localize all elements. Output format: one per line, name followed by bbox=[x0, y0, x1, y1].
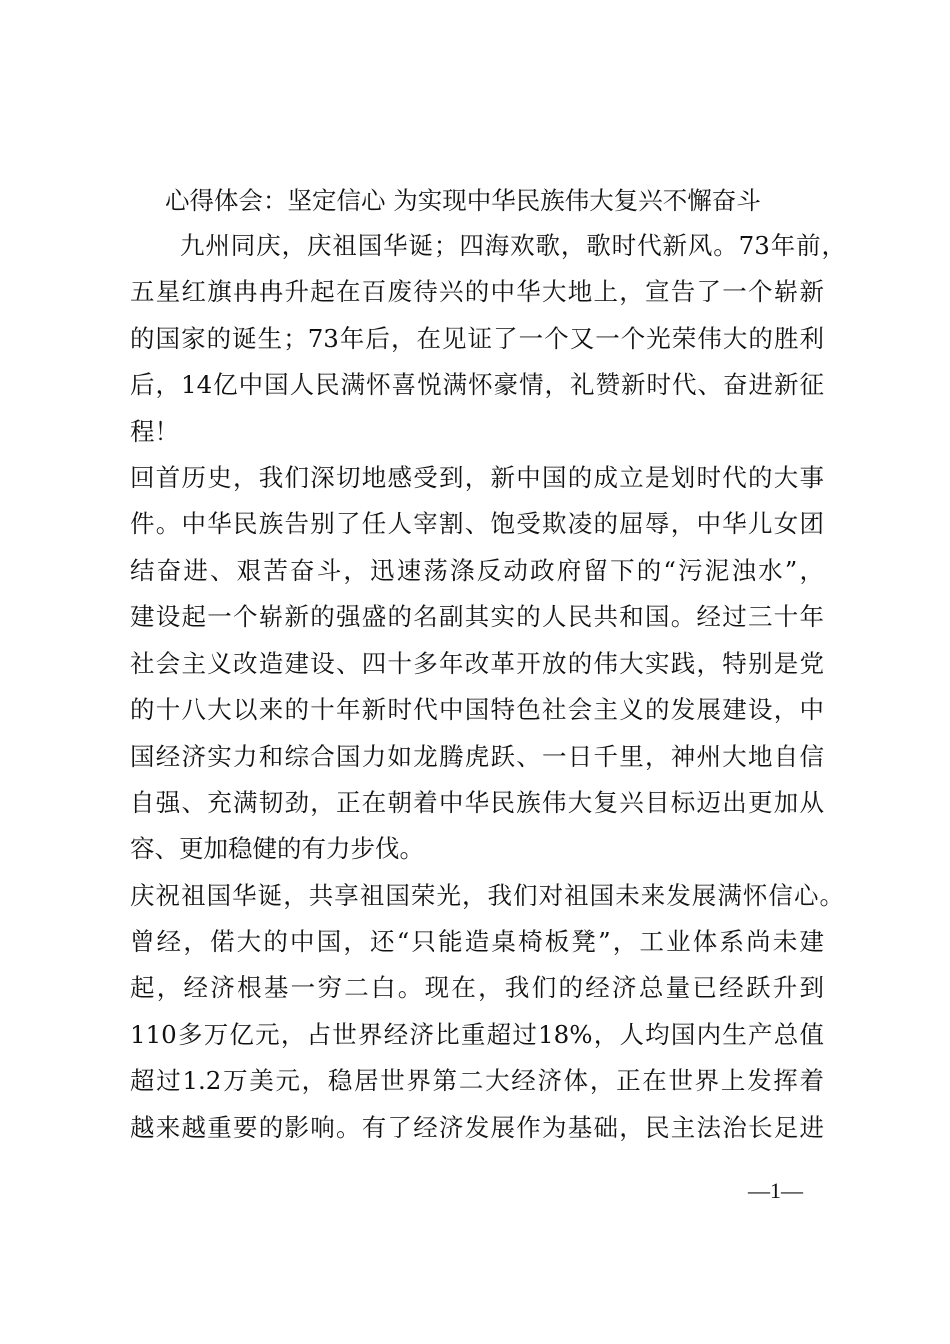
text-line: 程！ bbox=[130, 417, 179, 446]
text-line: 起，经济根基一穷二白。现在，我们的经济总量已经跃升到 bbox=[130, 973, 824, 1002]
text-line: 结奋进、艰苦奋斗，迅速荡涤反动政府留下的“污泥浊水”， bbox=[130, 556, 824, 585]
text-line: 越来越重要的影响。有了经济发展作为基础，民主法治长足进 bbox=[130, 1113, 824, 1142]
document-title: 心得体会：坚定信心 为实现中华民族伟大复兴不懈奋斗 bbox=[165, 186, 761, 215]
text-line: 件。中华民族告别了任人宰割、饱受欺凌的屈辱，中华儿女团 bbox=[130, 509, 824, 538]
text-line: 五星红旗冉冉升起在百废待兴的中华大地上，宣告了一个崭新 bbox=[130, 277, 824, 306]
text-line: 庆祝祖国华诞，共享祖国荣光，我们对祖国未来发展满怀信心。 bbox=[130, 881, 844, 910]
text-line: 建设起一个崭新的强盛的名副其实的人民共和国。经过三十年 bbox=[130, 602, 824, 631]
text-line: 曾经，偌大的中国，还“只能造桌椅板凳”，工业体系尚未建 bbox=[130, 927, 824, 956]
text-line: 国经济实力和综合国力如龙腾虎跃、一日千里，神州大地自信 bbox=[130, 742, 824, 771]
text-line: 自强、充满韧劲，正在朝着中华民族伟大复兴目标迈出更加从 bbox=[130, 788, 824, 817]
text-line: 九州同庆，庆祖国华诞；四海欢歌，歌时代新风。73年前， bbox=[180, 231, 846, 260]
page-number: —1— bbox=[748, 1178, 803, 1203]
text-line: 的国家的诞生；73年后，在见证了一个又一个光荣伟大的胜利 bbox=[130, 324, 824, 353]
text-line: 回首历史，我们深切地感受到，新中国的成立是划时代的大事 bbox=[130, 463, 824, 492]
text-line: 的十八大以来的十年新时代中国特色社会主义的发展建设，中 bbox=[130, 695, 824, 724]
text-line: 容、更加稳健的有力步伐。 bbox=[130, 834, 424, 863]
text-line: 超过1.2万美元，稳居世界第二大经济体，正在世界上发挥着 bbox=[130, 1066, 824, 1095]
text-line: 社会主义改造建设、四十多年改革开放的伟大实践，特别是党 bbox=[130, 649, 824, 678]
text-line: 110多万亿元，占世界经济比重超过18%，人均国内生产总值 bbox=[130, 1020, 824, 1049]
text-line: 后，14亿中国人民满怀喜悦满怀豪情，礼赞新时代、奋进新征 bbox=[130, 370, 824, 399]
